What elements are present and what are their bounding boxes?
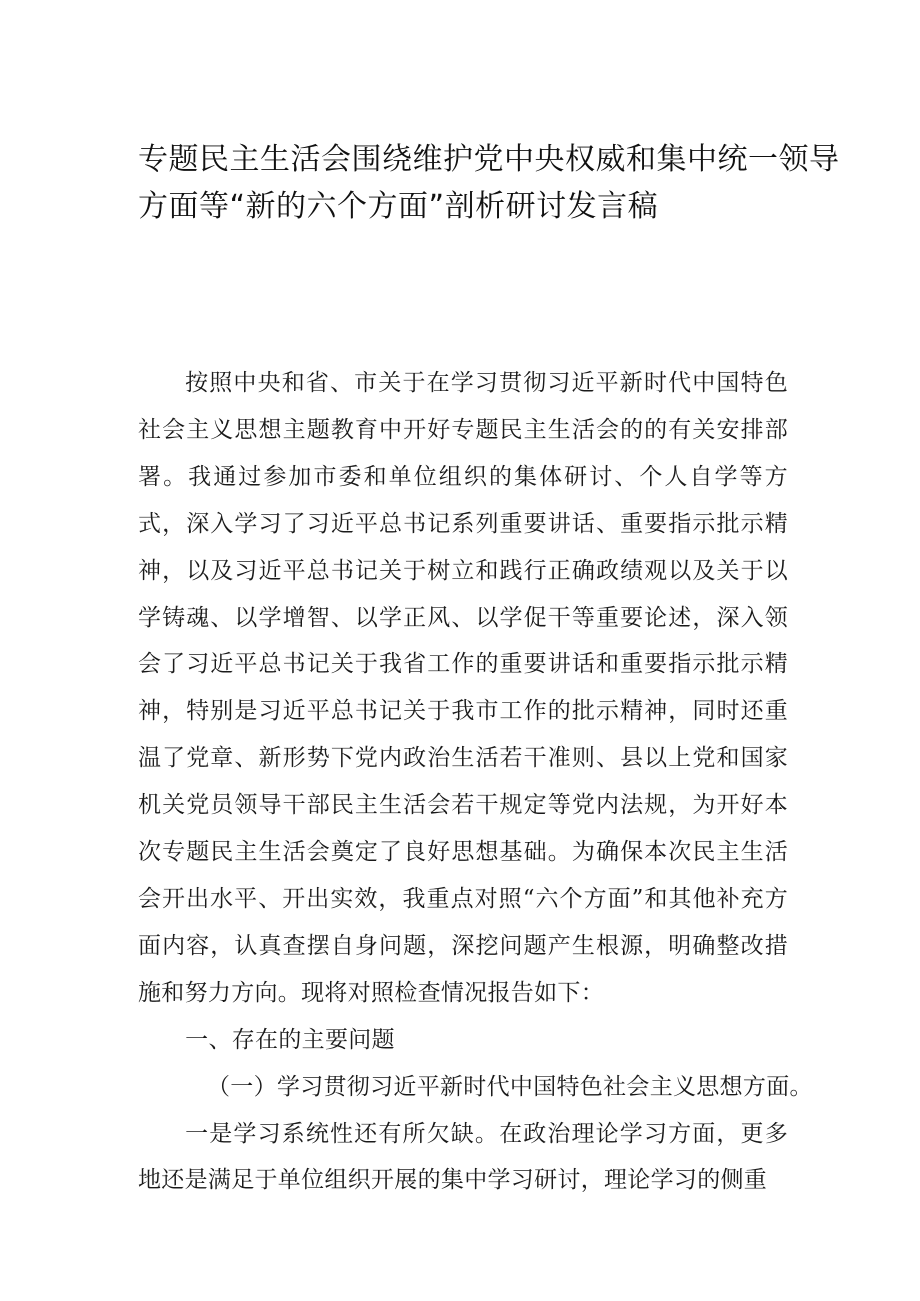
section-heading: 一、存在的主要问题 <box>185 1026 395 1053</box>
document-title-line-2: 方面等“新的六个方面”剖析研讨发言稿 <box>138 189 659 224</box>
intro-paragraph: 按照中央和省、市关于在学习贯彻习近平新时代中国特色社会主义思想主题教育中开好专题民主生活会的的有关安排部署。我通过参加市委和单位组织的集体研讨、个人自学等方式，深入学习了习近平总书记系列重要讲话、重要指示批示精神，以及习近平总书记关于树立和践行正确政绩观以及关于以学铸魂、以学增智、以学正风、以学促干等重要论述，深入领会了习近平总书记关于我省工作的重要讲话和重要指示批示精神，特别是习近平总书记关于我市工作的批示精神，同时还重温了党章、新形势下党内政治生活若干准则、县以上党和国家机关党员领导干部民主生活会若干规定等党内法规，为开好本次专题民主生活会奠定了良好思想基础。为确保本次民主生活会开出水平、开出实效，我重点对照“六个方面”和其他补充方面内容，认真查摆自身问题，深挖问题产生根源，明确整改措施和努力方向。现将对照检查情况报告如下： <box>138 370 788 1006</box>
document-title-line-1: 专题民主生活会围绕维护党中央权威和集中统一领导 <box>138 142 840 177</box>
document-body <box>138 360 813 1204</box>
point-paragraph: 一是学习系统性还有所欠缺。在政治理论学习方面，更多地还是满足于单位组织开展的集中学习研讨，理论学习的侧重 <box>138 1120 788 1194</box>
subsection-heading: （一）学习贯彻习近平新时代中国特色社会主义思想方面。 <box>207 1073 813 1100</box>
